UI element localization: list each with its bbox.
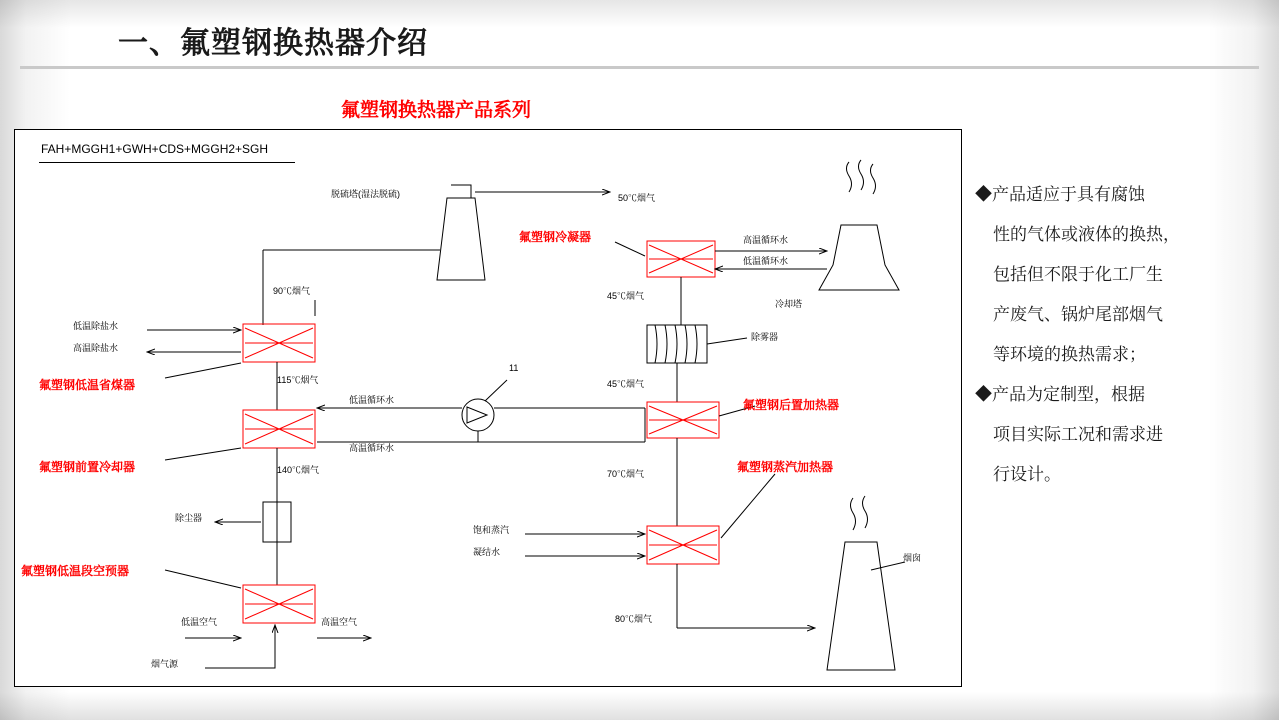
label-flue-gas-90: 90℃烟气 — [273, 286, 311, 296]
label-saturated-steam: 饱和蒸汽 — [473, 525, 510, 535]
label-low-temp-desalted-water: 低温除盐水 — [73, 321, 119, 331]
note-bullet1-line2: 性的气体或液体的换热， — [993, 225, 1180, 244]
label-flue-gas-45-upper: 45℃烟气 — [607, 291, 645, 301]
label-dust-collector: 除尘器 — [175, 513, 203, 523]
label-post-heater: 氟塑钢后置加热器 — [743, 398, 840, 412]
label-flue-gas-115: 115℃烟气 — [277, 375, 319, 385]
label-flue-gas-source: 烟气源 — [151, 659, 179, 669]
note-bullet2-line3: 行设计。 — [993, 465, 1061, 484]
label-low-temp-air: 低温空气 — [181, 617, 218, 627]
process-flow-diagram — [14, 129, 962, 687]
label-flue-gas-50: 50℃烟气 — [618, 193, 656, 203]
label-pre-cooler: 氟塑钢前置冷却器 — [39, 460, 136, 474]
label-condensate-water: 凝结水 — [473, 547, 501, 557]
note-bullet1-line5: 等环境的换热需求； — [993, 345, 1146, 364]
label-pump-number: 11 — [509, 363, 519, 373]
label-steam-heater: 氟塑钢蒸汽加热器 — [737, 460, 834, 474]
title-divider — [20, 66, 1259, 69]
notes-panel — [975, 178, 1267, 498]
label-low-temp-economizer: 氟塑钢低温省煤器 — [39, 378, 136, 392]
note-bullet2-line1: ◆产品为定制型，根据 — [975, 385, 1145, 404]
label-high-temp-air: 高温空气 — [321, 617, 358, 627]
note-bullet1-line3: 包括但不限于化工厂生 — [993, 265, 1163, 284]
label-high-temp-circ-water-mid: 高温循环水 — [349, 443, 395, 453]
label-flue-gas-140: 140℃烟气 — [277, 465, 320, 475]
label-flue-gas-70: 70℃烟气 — [607, 469, 645, 479]
section-subtitle: 氟塑钢换热器产品系列 — [341, 100, 532, 121]
note-bullet2-line2: 项目实际工况和需求进 — [993, 425, 1163, 444]
label-high-temp-circ-water-top: 高温循环水 — [743, 235, 789, 245]
label-cooling-tower: 冷却塔 — [775, 299, 803, 309]
label-chimney: 烟囱 — [903, 553, 922, 563]
label-flue-gas-80: 80℃烟气 — [615, 614, 653, 624]
label-high-temp-desalted-water: 高温除盐水 — [73, 343, 119, 353]
label-desulfurization-tower: 脱硫塔(湿法脱硫) — [331, 189, 400, 199]
diagram-tagline: FAH+MGGH1+GWH+CDS+MGGH2+SGH — [41, 142, 269, 156]
page-title: 一、氟塑钢换热器介绍 — [118, 27, 428, 60]
note-bullet1-line1: ◆产品适应于具有腐蚀 — [975, 185, 1145, 204]
label-demister: 除雾器 — [751, 332, 779, 342]
note-bullet1-line4: 产废气、锅炉尾部烟气 — [993, 305, 1163, 324]
label-low-temp-air-preheater: 氟塑钢低温段空预器 — [21, 564, 130, 578]
label-low-temp-circ-water-mid: 低温循环水 — [349, 395, 395, 405]
label-condenser: 氟塑钢冷凝器 — [519, 230, 592, 244]
label-low-temp-circ-water-top: 低温循环水 — [743, 256, 789, 266]
label-flue-gas-45-lower: 45℃烟气 — [607, 379, 645, 389]
